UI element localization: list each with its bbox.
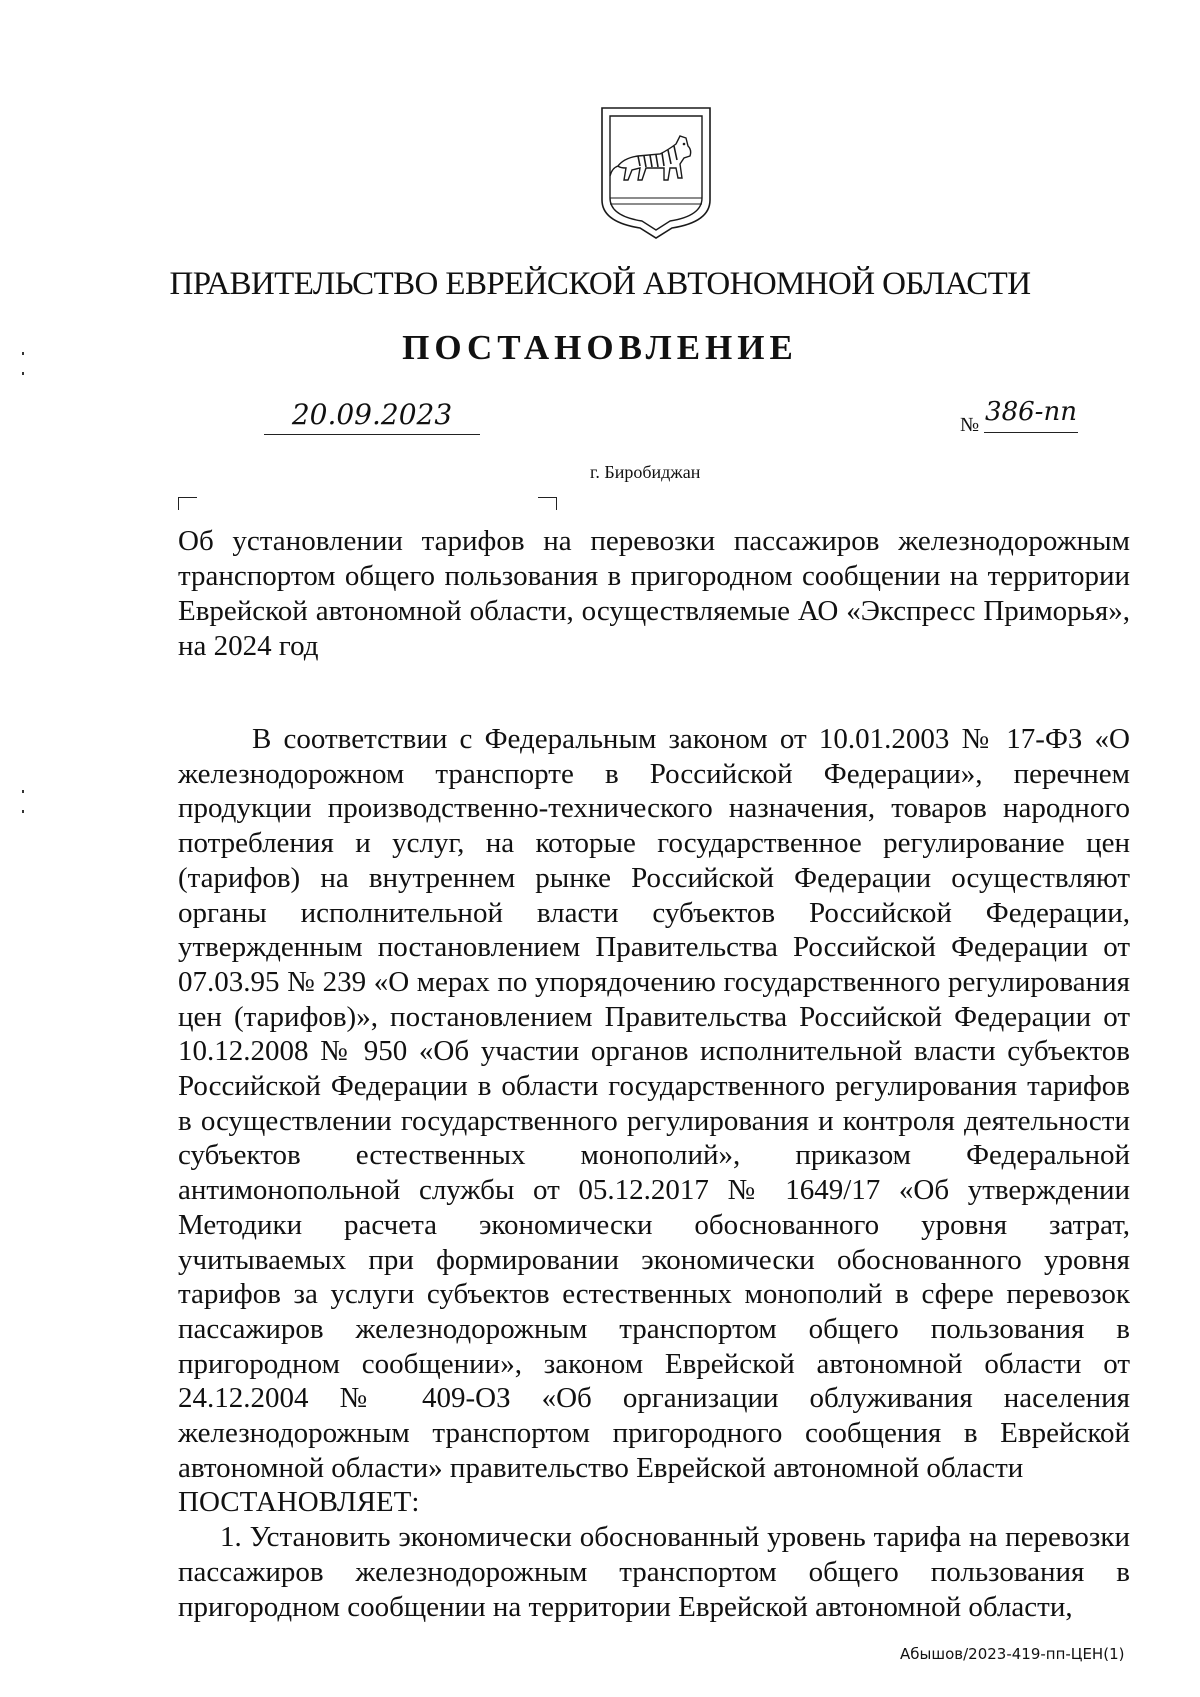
- subject-corner-right: [538, 497, 557, 510]
- coat-of-arms-tiger-icon: [598, 106, 714, 240]
- handwritten-document-number: 386-пп: [984, 392, 1078, 433]
- scan-mark: [22, 790, 24, 793]
- scan-mark: [22, 352, 24, 355]
- number-sign: №: [960, 414, 980, 436]
- footer-document-code: Абышов/2023-419-пп-ЦЕН(1): [900, 1645, 1125, 1663]
- scan-mark: [22, 810, 24, 813]
- document-subject: Об установлении тарифов на перевозки пассажиров железнодорожным транспортом общего пользования в пригородном сообщении на территории Еврейской автономной области, осуществляемые АО «Экспресс Приморья», на 2024 год: [178, 525, 1130, 662]
- scan-mark: [22, 372, 24, 375]
- government-title: ПРАВИТЕЛЬСТВО ЕВРЕЙСКОЙ АВТОНОМНОЙ ОБЛАСТИ: [169, 266, 1031, 302]
- document-type-title: ПОСТАНОВЛЕНИЕ: [402, 328, 798, 367]
- preamble-paragraph: В соответствии с Федеральным законом от 10.01.2003 № 17-ФЗ «О железнодорожном транспорте в Российской Федерации», перечнем продукции производственно-технического назначения, товаров народного потребления и услуг, на которые государственное регулирование цен (тарифов) на внутреннем рынке Российской Федерации осуществляют органы исполнительной власти субъектов Российской Федерации, утвержденным постановлением Правительства Российской Федерации от 07.03.95 № 239 «О мерах по упорядочению государственного регулирования цен (тарифов)», постановлением Правительства Российской Федерации от 10.12.2008 № 950 «Об участии органов исполнительной власти субъектов Российской Федерации в области государственного регулирования тарифов в осуществлении государственного регулирования и контроля деятельности субъектов естественных монополий», приказом Федеральной антимонопольной службы от 05.12.2017 № 1649/17 «Об утверждении Методики расчета экономически обоснованного уровня затрат, учитываемых при формировании экономически обоснованного уровня тарифов за услуги субъектов естественных монополий в сфере перевозок пассажиров железнодорожным транспортом общего пользования в пригородном сообщении», законом Еврейской автономной области от 24.12.2004 № 409-ОЗ «Об организации облуживания населения железнодорожным транспортом пригородного сообщения в Еврейской автономной области» правительство Еврейской автономной области: [178, 723, 1130, 1484]
- document-body: [178, 722, 1130, 1624]
- subject-corner-left: [178, 497, 197, 510]
- handwritten-date: 20.09.2023: [264, 396, 480, 435]
- resolves-heading: ПОСТАНОВЛЯЕТ:: [178, 1486, 420, 1519]
- city-label: г. Биробиджан: [590, 462, 701, 482]
- item-1-paragraph: 1. Установить экономически обоснованный уровень тарифа на перевозки пассажиров железнодорожным транспортом общего пользования в пригородном сообщении на территории Еврейской автономной области,: [178, 1521, 1130, 1623]
